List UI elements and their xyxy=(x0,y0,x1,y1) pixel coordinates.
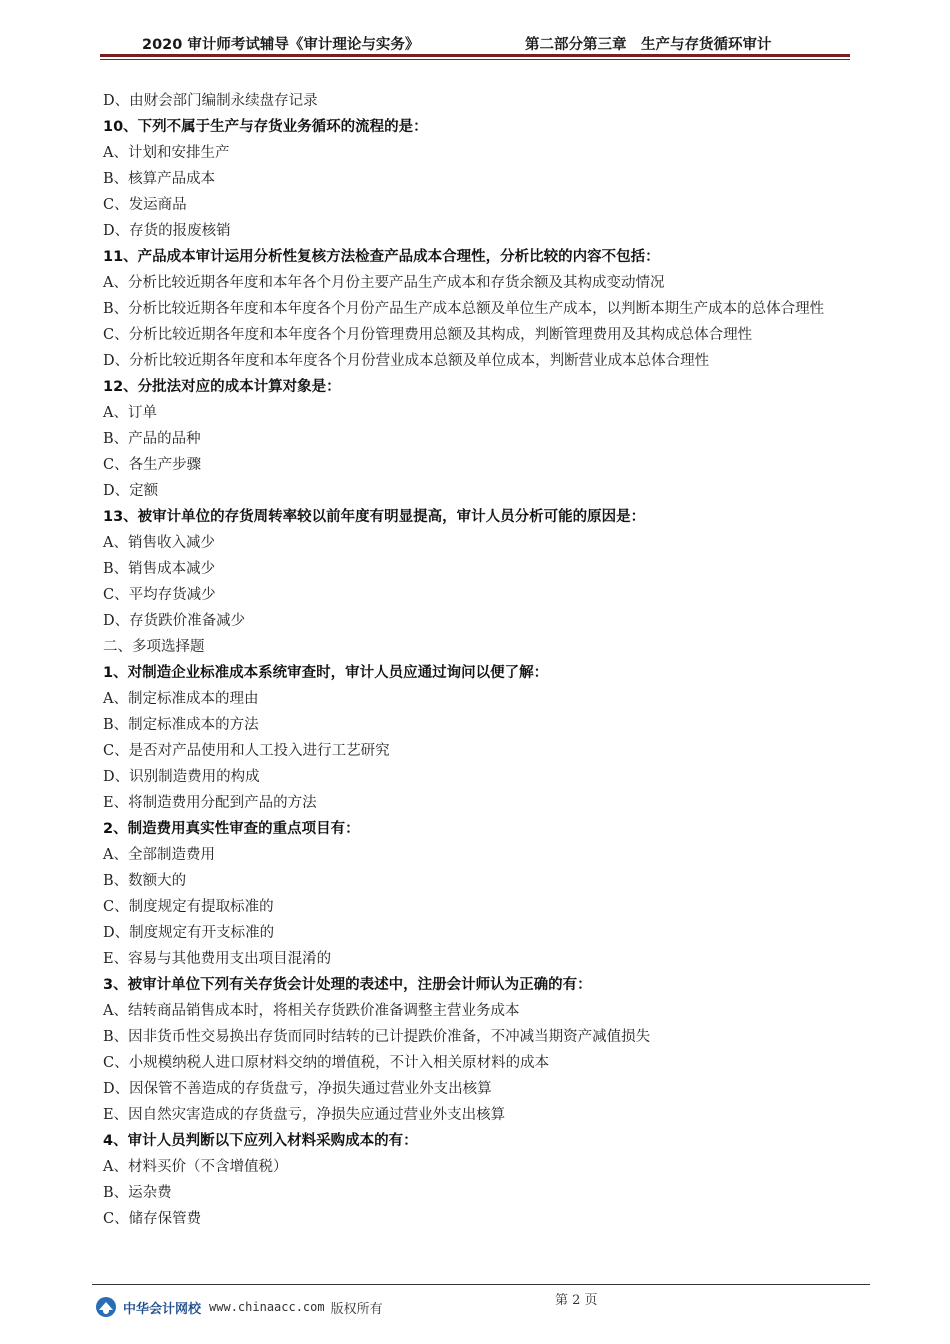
option-text: D、分析比较近期各年度和本年度各个月份营业成本总额及单位成本，判断营业成本总体合理性 xyxy=(103,353,710,369)
option-text: E、因自然灾害造成的存货盘亏，净损失应通过营业外支出核算 xyxy=(103,1107,506,1123)
header-chapter: 第二部分第三章 生产与存货循环审计 xyxy=(525,37,772,53)
option-text: D、存货的报废核销 xyxy=(103,223,231,239)
option-text: A、结转商品销售成本时，将相关存货跌价准备调整主营业务成本 xyxy=(103,1003,520,1019)
footer-brand xyxy=(95,1294,383,1320)
chinaacc-logo-icon xyxy=(95,1296,117,1318)
option-text: C、平均存货减少 xyxy=(103,587,216,603)
option-text: A、订单 xyxy=(103,405,157,421)
question-text: 11、产品成本审计运用分析性复核方法检查产品成本合理性，分析比较的内容不包括： xyxy=(103,249,660,265)
option-text: D、存货跌价准备减少 xyxy=(103,613,246,629)
option-text: 二、多项选择题 xyxy=(103,639,205,655)
option-text: D、因保管不善造成的存货盘亏，净损失通过营业外支出核算 xyxy=(103,1081,492,1097)
brand-url[interactable]: www.chinaacc.com xyxy=(209,1300,325,1314)
header-title: 2020 审计师考试辅导《审计理论与实务》 xyxy=(142,37,420,53)
question-text: 12、分批法对应的成本计算对象是： xyxy=(103,379,341,395)
option-text: B、制定标准成本的方法 xyxy=(103,717,259,733)
header-rule-thin xyxy=(100,59,850,60)
page-number: 第 2 页 xyxy=(555,1293,598,1308)
question-text: 10、下列不属于生产与存货业务循环的流程的是： xyxy=(103,119,428,135)
option-text: B、分析比较近期各年度和本年度各个月份产品生产成本总额及单位生产成本，以判断本期生产成本的总体合理性 xyxy=(103,301,825,317)
option-text: A、销售收入减少 xyxy=(103,535,215,551)
option-text: D、定额 xyxy=(103,483,159,499)
footer-rule xyxy=(92,1284,870,1285)
header-rule-thick xyxy=(100,54,850,57)
option-text: A、分析比较近期各年度和本年各个月份主要产品生产成本和存货余额及其构成变动情况 xyxy=(103,275,665,291)
option-text: B、运杂费 xyxy=(103,1185,172,1201)
option-text: D、制度规定有开支标准的 xyxy=(103,925,275,941)
copyright-text: 版权所有 xyxy=(330,1301,383,1317)
option-text: B、销售成本减少 xyxy=(103,561,216,577)
option-text: D、由财会部门编制永续盘存记录 xyxy=(103,93,318,109)
option-text: C、各生产步骤 xyxy=(103,457,202,473)
option-text: A、制定标准成本的理由 xyxy=(103,691,259,707)
option-text: C、小规模纳税人进口原材料交纳的增值税，不计入相关原材料的成本 xyxy=(103,1055,550,1071)
option-text: C、发运商品 xyxy=(103,197,187,213)
option-text: B、因非货币性交易换出存货而同时结转的已计提跌价准备，不冲减当期资产减值损失 xyxy=(103,1029,651,1045)
document-body xyxy=(103,88,850,1232)
option-text: A、材料买价（不含增值税） xyxy=(103,1159,288,1175)
option-text: C、制度规定有提取标准的 xyxy=(103,899,274,915)
brand-name: 中华会计网校 xyxy=(123,1301,202,1317)
option-text: C、储存保管费 xyxy=(103,1211,202,1227)
question-text: 1、对制造企业标准成本系统审查时，审计人员应通过询问以便了解： xyxy=(103,665,549,681)
question-text: 3、被审计单位下列有关存货会计处理的表述中，注册会计师认为正确的有： xyxy=(103,977,592,993)
question-text: 4、审计人员判断以下应列入材料采购成本的有： xyxy=(103,1133,418,1149)
option-text: A、全部制造费用 xyxy=(103,847,215,863)
option-text: B、产品的品种 xyxy=(103,431,201,447)
option-text: E、容易与其他费用支出项目混淆的 xyxy=(103,951,332,967)
option-text: B、核算产品成本 xyxy=(103,171,216,187)
option-text: A、计划和安排生产 xyxy=(103,145,230,161)
option-text: C、是否对产品使用和人工投入进行工艺研究 xyxy=(103,743,390,759)
option-text: C、分析比较近期各年度和本年度各个月份管理费用总额及其构成，判断管理费用及其构成总体合理性 xyxy=(103,327,753,343)
option-text: B、数额大的 xyxy=(103,873,187,889)
option-text: D、识别制造费用的构成 xyxy=(103,769,260,785)
question-text: 2、制造费用真实性审查的重点项目有： xyxy=(103,821,360,837)
page-header xyxy=(100,30,850,54)
option-text: E、将制造费用分配到产品的方法 xyxy=(103,795,317,811)
question-text: 13、被审计单位的存货周转率较以前年度有明显提高，审计人员分析可能的原因是： xyxy=(103,509,646,525)
